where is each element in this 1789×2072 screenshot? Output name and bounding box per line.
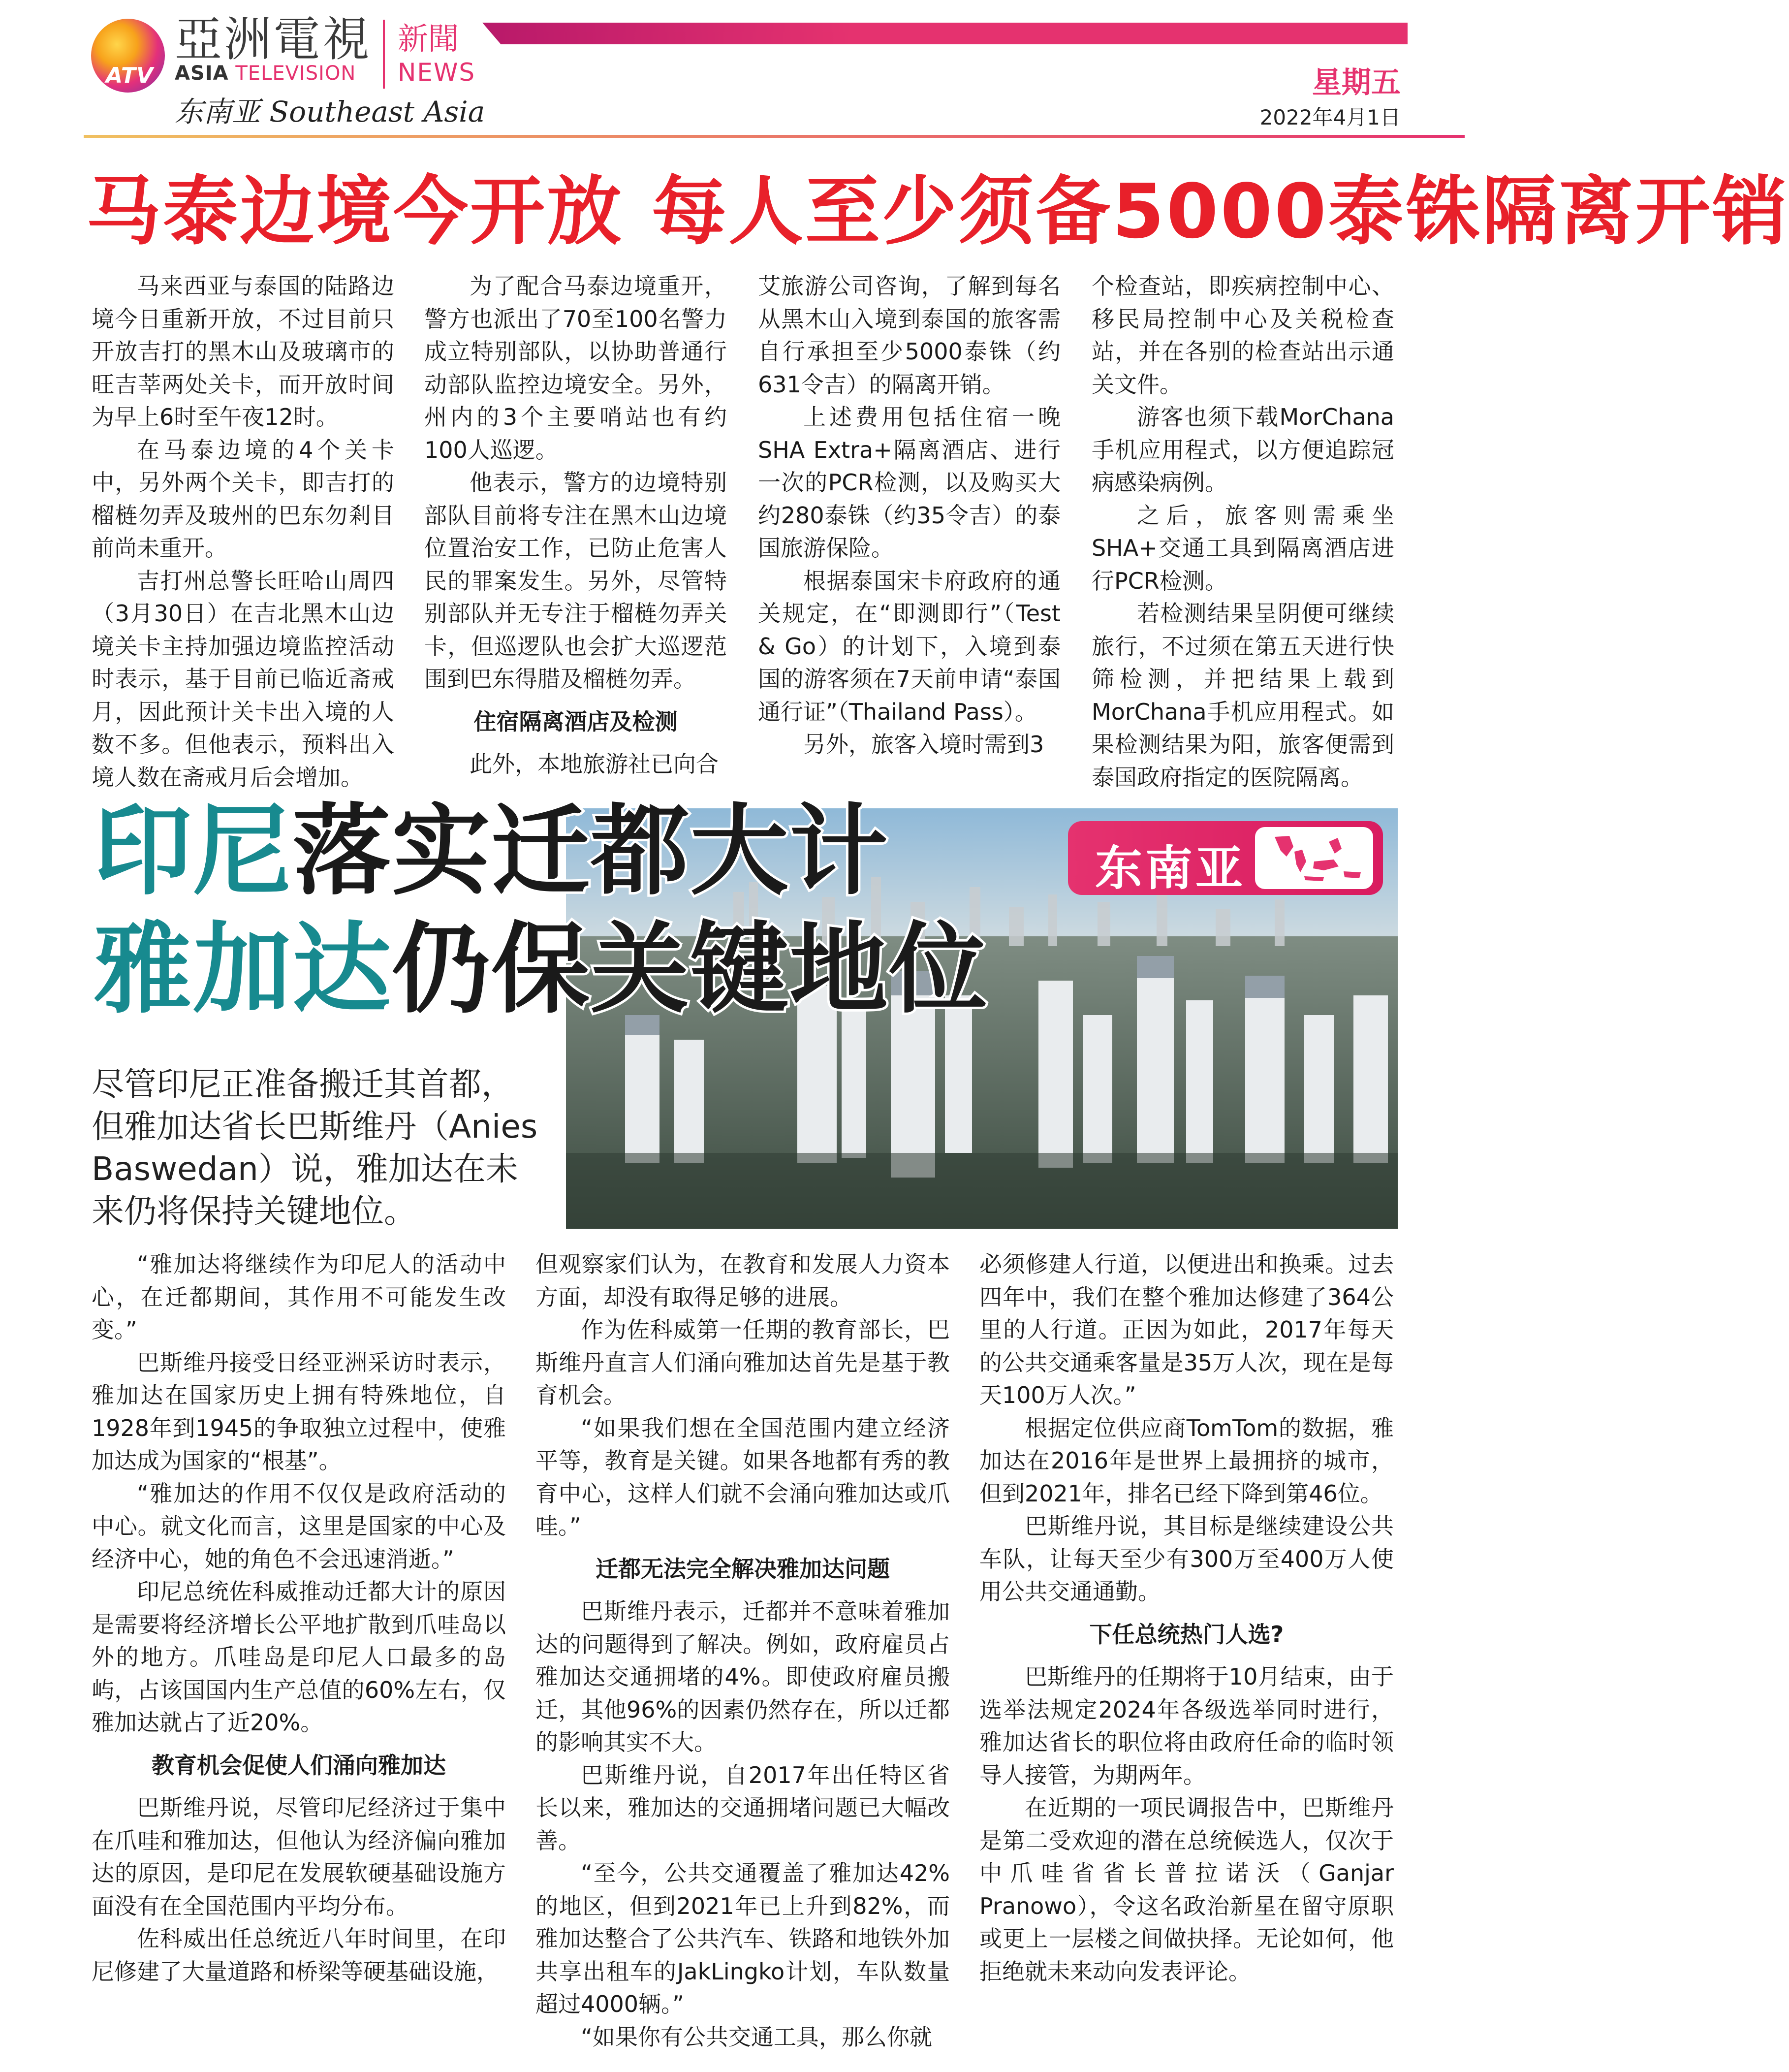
- paragraph: 为了配合马泰边境重开，警方也派出了70至100名警力成立特别部队，以协助普通行动部队监控边境安全。另外，州内的3个主要哨站也有约100人巡逻。: [424, 273, 727, 463]
- article1-subheading: 住宿隔离酒店及检测: [473, 708, 678, 735]
- paragraph: 之后，旅客则需乘坐SHA+交通工具到隔离酒店进行PCR检测。: [1092, 502, 1394, 594]
- paragraph: 游客也须下载MorChana手机应用程式，以方便追踪冠病感染病例。: [1092, 404, 1394, 496]
- paragraph: 巴斯维丹的任期将于10月结束，由于选举法规定2024年各级选举同时进行，雅加达省长的职位将由政府任命的临时领导人接管，为期两年。: [979, 1663, 1394, 1788]
- article2-subheading: 教育机会促使人们涌向雅加达: [152, 1752, 446, 1779]
- station-name-cn: 亞洲電視: [175, 12, 372, 67]
- paragraph: 根据泰国宋卡府政府的通关规定，在“即测即行”（Test & Go）的计划下，入境到泰国的游客须在7天前申请“泰国通行证”（Thailand Pass）。: [758, 567, 1061, 725]
- news-label-en: NEWS: [398, 58, 476, 87]
- paragraph: 必须修建人行道，以便进出和换乘。过去四年中，我们在整个雅加达修建了364公里的人行道。正因为如此，2017年每天的公共交通乘客量是35万人次，现在是每天100万人次。”: [979, 1251, 1394, 1408]
- paragraph: 此外，本地旅游社已向合: [470, 751, 719, 777]
- headline-accent: 雅加达: [94, 912, 392, 1027]
- article2-headline-line1: [94, 794, 889, 909]
- article2-col3: [979, 1248, 1394, 1988]
- paragraph: 佐科威出任总统近八年时间里，在印尼修建了大量道路和桥梁等硬基础设施，: [92, 1925, 506, 1985]
- paragraph: 根据定位供应商TomTom的数据，雅加达在2016年是世界上最拥挤的城市，但到2021年，排名已经下降到第46位。: [979, 1414, 1394, 1507]
- paragraph: 巴斯维丹接受日经亚洲采访时表示，雅加达在国家历史上拥有特殊地位，自1928年到1945的争取独立过程中，使雅加达成为国家的“根基”。: [92, 1349, 506, 1474]
- masthead-rule: [84, 135, 1465, 138]
- paragraph: “如果你有公共交通工具，那么你就: [581, 2023, 932, 2050]
- paragraph: “雅加达的作用不仅仅是政府活动的中心。就文化而言，这里是国家的中心及经济中心，她的角色不会迅速消逝。”: [92, 1480, 506, 1572]
- article2-col1: [92, 1248, 506, 1988]
- paragraph: 吉打州总警长旺哈山周四（3月30日）在吉北黑木山边境关卡主持加强边境监控活动时表示，基于目前已临近斋戒月，因此预计关卡出入境的人数不多。但他表示，预料出入境人数在斋戒月后会增加。: [92, 567, 394, 791]
- masthead-color-bar: [482, 23, 1408, 44]
- paragraph: 另外，旅客入境时需到3: [803, 731, 1044, 758]
- paragraph: 巴斯维丹说，尽管印尼经济过于集中在爪哇和雅加达，但他认为经济偏向雅加达的原因，是印尼在发展软硬基础设施方面没有在全国范围内平均分布。: [92, 1794, 506, 1919]
- article2-headline-line2: [94, 912, 989, 1027]
- article1-col4: [1092, 270, 1394, 794]
- paragraph: 他表示，警方的边境特别部队目前将专注在黑木山边境位置治安工作，已防止危害人民的罪案发生。另外，尽管特别部队并无专注于榴梿勿弄关卡，但巡逻队也会扩大巡逻范围到巴东得腊及榴梿勿弄。: [424, 469, 727, 692]
- paragraph: 巴斯维丹表示，迁都并不意味着雅加达的问题得到了解决。例如，政府雇员占雅加达交通拥堵的4%。即使政府雇员搬迁，其他96%的因素仍然存在，所以迁都的影响其实不大。: [535, 1598, 950, 1755]
- station-name-en-1: ASIA: [175, 62, 229, 85]
- station-name-en: [175, 62, 356, 85]
- paragraph: 在马泰边境的4个关卡中，另外两个关卡，即吉打的榴梿勿弄及玻州的巴东勿剎目前尚未重开。: [92, 436, 394, 561]
- article1-col2: [424, 270, 727, 781]
- paragraph: 在近期的一项民调报告中，巴斯维丹是第二受欢迎的潜在总统候选人，仅次于中爪哇省省长普拉诺沃（Ganjar Pranowo），令这名政治新星在留守原职或更上一层楼之间做抉择。无论如何，他拒绝就未来动向发表评论。: [979, 1794, 1394, 1985]
- paragraph: 印尼总统佐科威推动迁都大计的原因是需要将经济增长公平地扩散到爪哇岛以外的地方。爪哇岛是印尼人口最多的岛屿，占该国国内生产总值的60%左右，仅雅加达就占了近20%。: [92, 1578, 506, 1736]
- sea-map-icon: [1255, 827, 1373, 889]
- paragraph: 若检测结果呈阴便可继续旅行，不过须在第五天进行快筛检测，并把结果上载到MorChana手机应用程式。如果检测结果为阳，旅客便需到泰国政府指定的医院隔离。: [1092, 600, 1394, 791]
- section-tag-label: 东南亚: [1095, 841, 1246, 896]
- paragraph: 但观察家们认为，在教育和发展人力资本方面，却没有取得足够的进展。: [535, 1251, 950, 1310]
- station-subtitle: 东南亚 Southeast Asia: [175, 95, 485, 128]
- issue-date: 2022年4月1日: [1259, 105, 1401, 129]
- headline-main: 落实迁都大计: [292, 794, 889, 909]
- article1-col1: [92, 270, 394, 794]
- station-name-en-2: TELEVISION: [228, 62, 356, 85]
- headline-accent: 印尼: [94, 794, 293, 909]
- map-icon: [1255, 827, 1373, 889]
- paragraph: “如果我们想在全国范围内建立经济平等，教育是关键。如果各地都有秀的教育中心，这样人们就不会涌向雅加达或爪哇。”: [535, 1414, 950, 1539]
- article2-lede: 尽管印尼正准备搬迁其首都，但雅加达省长巴斯维丹（Anies Baswedan）说，雅加达在未来仍将保持关键地位。: [92, 1065, 538, 1230]
- issue-weekday: 星期五: [1312, 65, 1401, 100]
- article2-subheading: 下任总统热门人选?: [1089, 1621, 1284, 1648]
- paragraph: 艾旅游公司咨询，了解到每名从黑木山入境到泰国的旅客需自行承担至少5000泰铢（约631令吉）的隔离开销。: [758, 273, 1061, 398]
- logo-text: ATV: [106, 63, 154, 88]
- article2-subheading: 迁都无法完全解决雅加达问题: [596, 1555, 890, 1582]
- paragraph: 个检查站，即疾病控制中心、移民局控制中心及关税检查站，并在各别的检查站出示通关文件。: [1092, 273, 1394, 398]
- paragraph: 马来西亚与泰国的陆路边境今日重新开放，不过目前只开放吉打的黑木山及玻璃市的旺吉莘两处关卡，而开放时间为早上6时至午夜12时。: [92, 273, 394, 430]
- paragraph: 巴斯维丹说，自2017年出任特区省长以来，雅加达的交通拥堵问题已大幅改善。: [535, 1761, 950, 1854]
- paragraph: 作为佐科威第一任期的教育部长，巴斯维丹直言人们涌向雅加达首先是基于教育机会。: [535, 1316, 950, 1408]
- article1-col3: [758, 270, 1061, 761]
- article2-col2: [535, 1248, 950, 2053]
- masthead-divider: [383, 20, 385, 89]
- headline-main: 仍保关键地位: [392, 912, 989, 1027]
- news-label-cn: 新聞: [398, 21, 459, 57]
- paragraph: “雅加达将继续作为印尼人的活动中心，在迁都期间，其作用不可能发生改变。”: [92, 1251, 506, 1343]
- article1-headline: 马泰边境今开放 每人至少须备5000泰铢隔离开销: [86, 168, 1789, 255]
- paragraph: 巴斯维丹说，其目标是继续建设公共车队，让每天至少有300万至400万人使用公共交通通勤。: [979, 1513, 1394, 1605]
- paragraph: 上述费用包括住宿一晚SHA Extra+隔离酒店、进行一次的PCR检测，以及购买大约280泰铢（约35令吉）的泰国旅游保险。: [758, 404, 1061, 561]
- paragraph: “至今，公共交通覆盖了雅加达42%的地区，但到2021年已上升到82%，而雅加达整合了公共汽车、铁路和地铁外加共享出租车的JakLingko计划，车队数量超过4000辆。”: [535, 1860, 950, 2017]
